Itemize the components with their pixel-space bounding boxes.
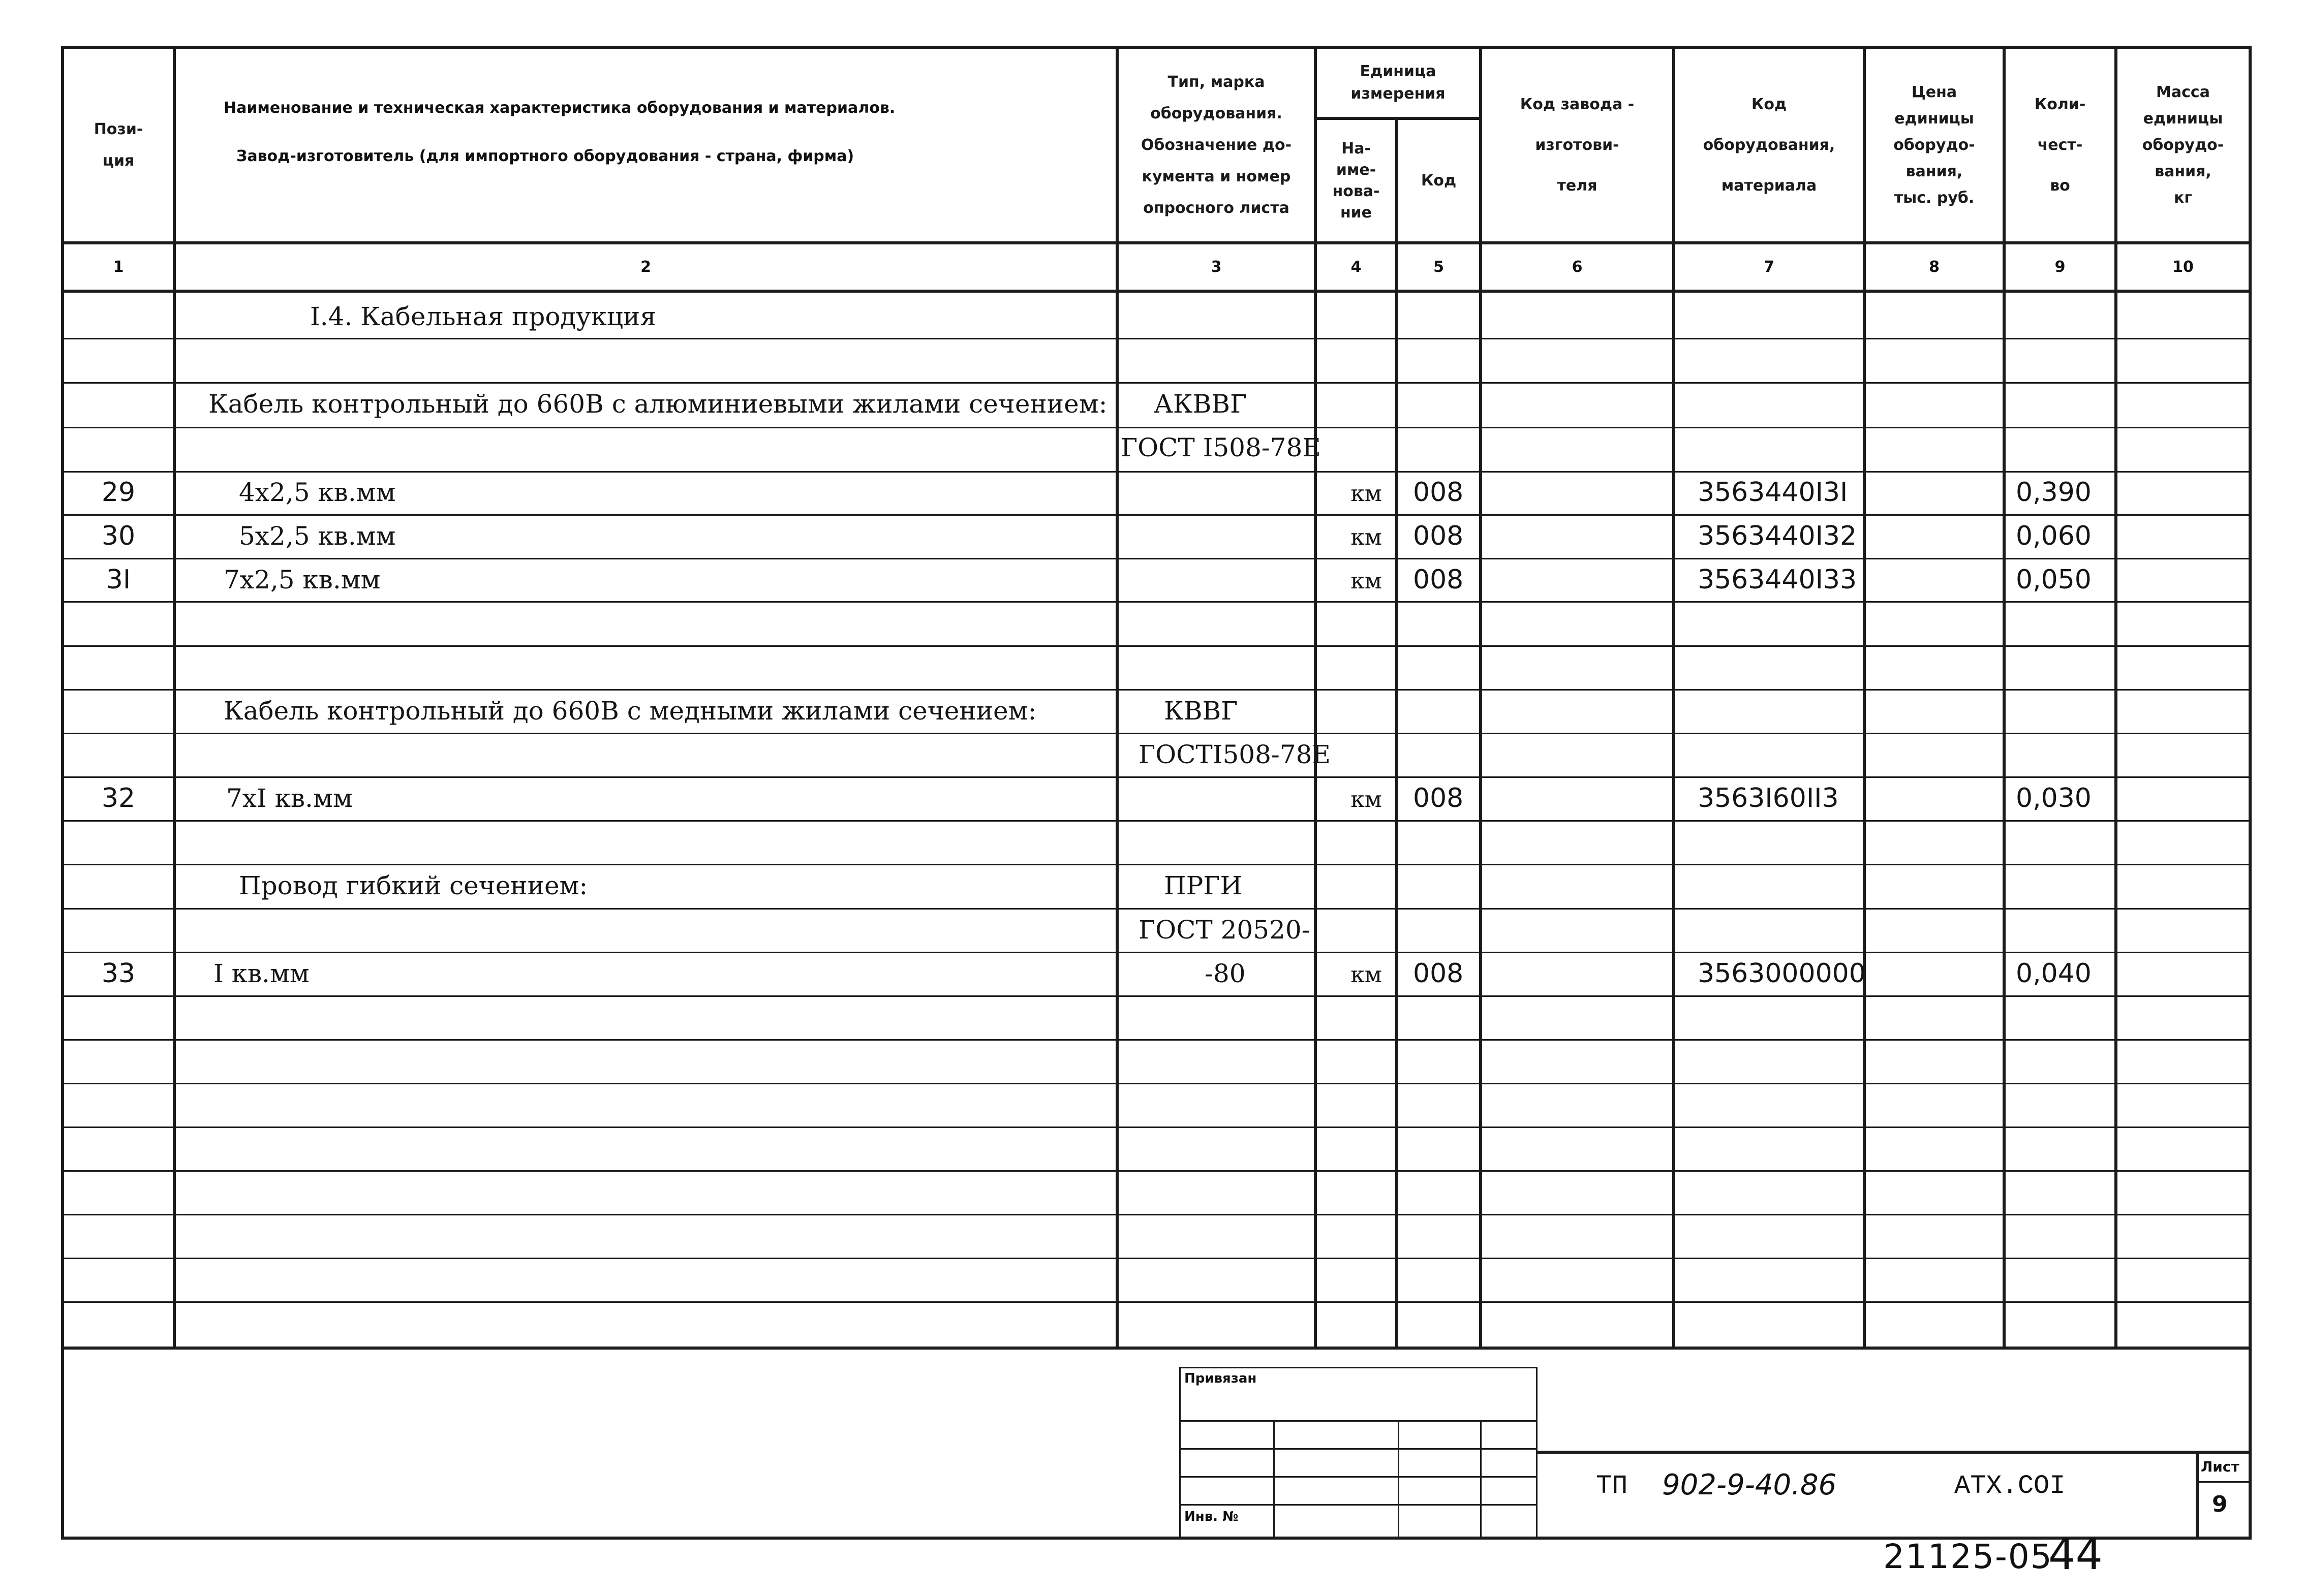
quantity: 0,040	[2016, 958, 2092, 989]
cable-cu-type: КВВГ	[1164, 696, 1238, 726]
column-number: 7	[1764, 258, 1774, 276]
cable-al-name: Кабель контрольный до 660В с алюминиевыми жилами сечением:	[208, 389, 1108, 419]
equipment-code: 3563440I3I	[1698, 477, 1848, 508]
vline-1	[173, 46, 176, 1349]
quantity: 0,050	[2016, 565, 2092, 595]
row-line	[61, 1083, 2252, 1084]
row-line	[61, 558, 2252, 559]
item-name: 4х2,5 кв.мм	[239, 478, 396, 507]
item-name: 7хI кв.мм	[226, 784, 353, 813]
column-number: 4	[1350, 258, 1362, 276]
header-mass: Масса единицы оборудо- вания, кг	[2142, 83, 2224, 207]
row-line	[61, 1039, 2252, 1041]
position-cell: 29	[101, 477, 136, 508]
column-number: 5	[1433, 258, 1444, 276]
unit-code: 008	[1413, 521, 1464, 551]
cable-al-type: АКВВГ	[1154, 389, 1247, 419]
unit-name: км	[1350, 962, 1382, 988]
header-name-line1: Наименование и техническая характеристика оборудования и материалов.	[224, 99, 896, 117]
unit-code: 008	[1413, 565, 1464, 595]
header-type: Тип, марка оборудования. Обозначение до- кумента и номер опросного листа	[1141, 73, 1292, 217]
item-name: 7х2,5 кв.мм	[224, 565, 381, 594]
column-number: 2	[640, 258, 651, 276]
header-unit-code: Код	[1421, 171, 1457, 190]
doc-code: АТХ.СОI	[1954, 1471, 2066, 1501]
page-mark: 44	[2048, 1529, 2103, 1579]
column-number: 1	[113, 258, 124, 276]
header-plant-code: Код завода - изготови- теля	[1520, 95, 1635, 195]
frame-right	[2249, 46, 2252, 1540]
equipment-code: 3563440I32	[1698, 521, 1857, 551]
row-line	[61, 601, 2252, 603]
equipment-code: 3563I60II3	[1698, 783, 1839, 813]
position-cell: 3I	[106, 565, 131, 595]
wire-gost-suffix: -80	[1205, 959, 1246, 988]
row-line	[61, 645, 2252, 647]
header-position: Пози- ция	[94, 120, 143, 170]
quantity: 0,030	[2016, 783, 2092, 813]
quantity: 0,060	[2016, 521, 2092, 551]
sheet-box-left	[2196, 1451, 2199, 1540]
table-bottom	[61, 1347, 2252, 1350]
column-number: 6	[1572, 258, 1583, 276]
doc-number: 902-9-40.86	[1662, 1468, 1837, 1501]
position-cell: 32	[101, 783, 136, 813]
equipment-code: 3563440I33	[1698, 565, 1857, 595]
unit-name: км	[1350, 787, 1382, 812]
quantity: 0,390	[2016, 477, 2092, 508]
sheet-label: Лист	[2201, 1458, 2239, 1475]
position-cell: 33	[101, 958, 136, 989]
equipment-code: 3563000000	[1698, 958, 1866, 989]
column-number: 10	[2172, 258, 2194, 276]
cable-cu-gost: ГОСТI508-78Е	[1139, 740, 1331, 769]
column-number: 8	[1929, 258, 1940, 276]
wire-type: ПРГИ	[1164, 871, 1242, 900]
header-price: Цена единицы оборудо- вания, тыс. руб.	[1893, 83, 1975, 207]
section-title: I.4. Кабельная продукция	[310, 302, 656, 331]
wire-gost: ГОСТ 20520-	[1139, 915, 1310, 945]
wire-name: Провод гибкий сечением:	[239, 871, 588, 900]
header-equipment-code: Код оборудования, материала	[1703, 95, 1835, 195]
column-number: 3	[1211, 258, 1222, 276]
unit-code: 008	[1413, 783, 1464, 813]
cable-cu-name: Кабель контрольный до 660В с медными жилами сечением:	[224, 696, 1037, 726]
position-cell: 30	[101, 521, 136, 551]
unit-code: 008	[1413, 477, 1464, 508]
unit-name: км	[1350, 481, 1382, 507]
item-name: 5х2,5 кв.мм	[239, 521, 396, 551]
row-line	[61, 1301, 2252, 1303]
row-line	[61, 1258, 2252, 1259]
cable-al-gost: ГОСТ I508-78Е	[1121, 433, 1321, 462]
row-line	[61, 995, 2252, 997]
unit-name: км	[1350, 524, 1382, 550]
row-line	[61, 1126, 2252, 1128]
row-line	[61, 1170, 2252, 1172]
doc-prefix: ТП	[1596, 1471, 1628, 1501]
row-line	[61, 820, 2252, 822]
row-line	[61, 1214, 2252, 1215]
header-name-line2: Завод-изготовитель (для импортного оборудования - страна, фирма)	[236, 147, 854, 165]
row-line	[61, 952, 2252, 953]
bound-label: Привязан	[1184, 1371, 1257, 1386]
header-unit-group: Единица измерения	[1350, 62, 1446, 103]
sheet-box-divider	[2196, 1481, 2252, 1483]
inventory-label: Инв. №	[1184, 1509, 1239, 1524]
unit-code: 008	[1413, 958, 1464, 989]
item-name: I кв.мм	[213, 959, 310, 988]
column-number: 9	[2054, 258, 2066, 276]
row-line	[61, 776, 2252, 778]
unit-name: км	[1350, 568, 1382, 594]
header-unit-name: На- име- нова- ние	[1332, 139, 1380, 222]
sheet-number: 9	[2212, 1491, 2228, 1517]
header-quantity: Коли- чест- во	[2034, 95, 2086, 195]
title-block-divider	[1536, 1451, 2252, 1454]
archive-number: 21125-05	[1883, 1537, 2053, 1576]
